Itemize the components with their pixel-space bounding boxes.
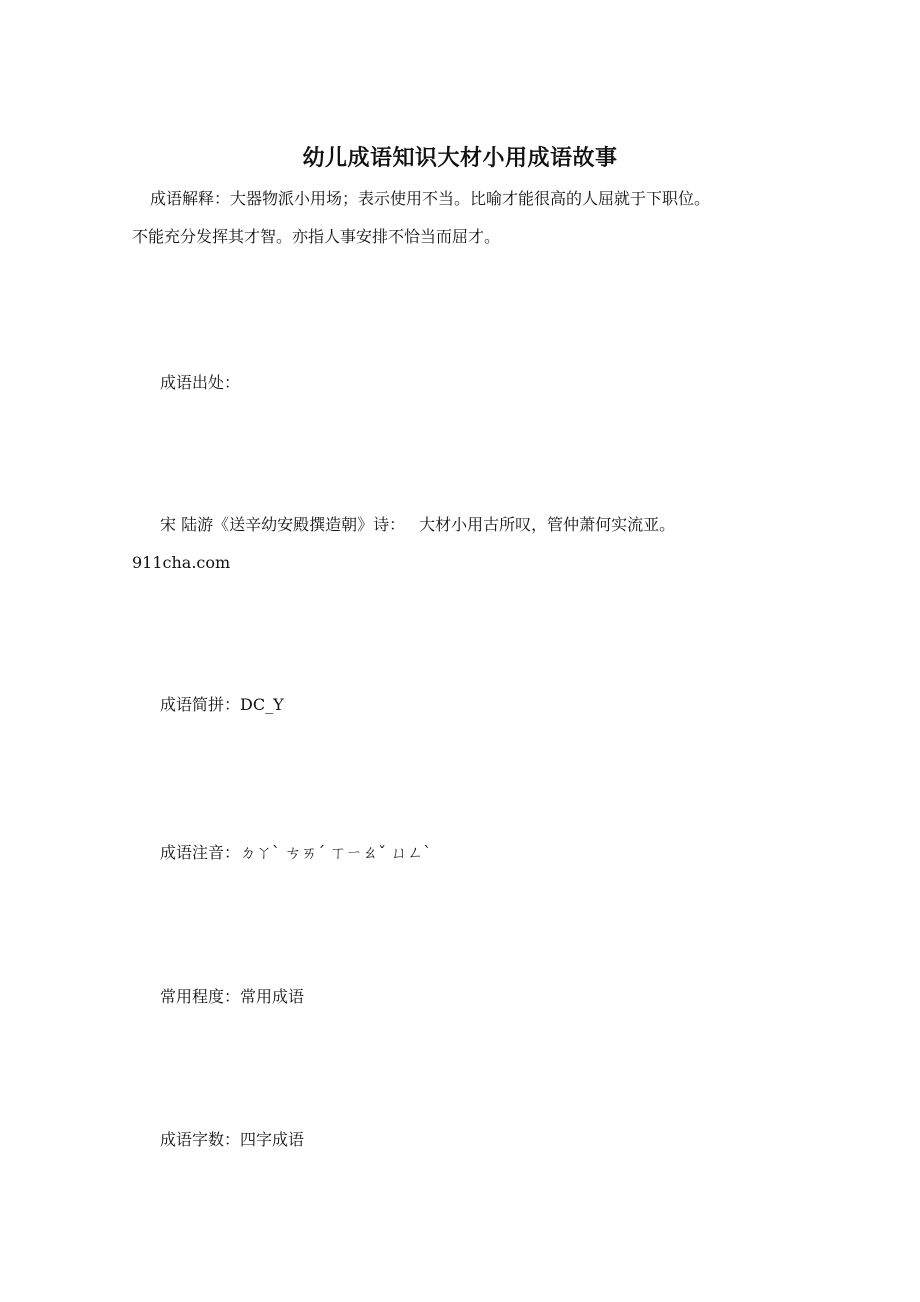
source-citation-author: 宋 陆游《送辛幼安殿撰造朝》诗： [160, 515, 406, 534]
source-citation [160, 508, 675, 542]
source-citation-text: 大材小用古所叹，管仲萧何实流亚。 [419, 515, 676, 534]
zhuyin-notation: 成语注音：ㄉㄚˋ ㄘㄞˊ ㄒㄧㄠˇ ㄩㄥˋ [160, 843, 432, 862]
source-label: 成语出处： [160, 373, 241, 392]
character-count: 成语字数：四字成语 [160, 1130, 305, 1149]
page-title: 幼儿成语知识大材小用成语故事 [302, 146, 618, 171]
source-site: 911cha.com [132, 553, 231, 572]
definition-line-1: 成语解释：大器物派小用场；表示使用不当。比喻才能很高的人屈就于下职位。 [150, 189, 711, 208]
pinyin-abbreviation: 成语简拼：DC_Y [160, 695, 284, 714]
usage-level: 常用程度：常用成语 [160, 987, 305, 1006]
definition-line-2: 不能充分发挥其才智。亦指人事安排不恰当而屈才。 [132, 227, 501, 246]
